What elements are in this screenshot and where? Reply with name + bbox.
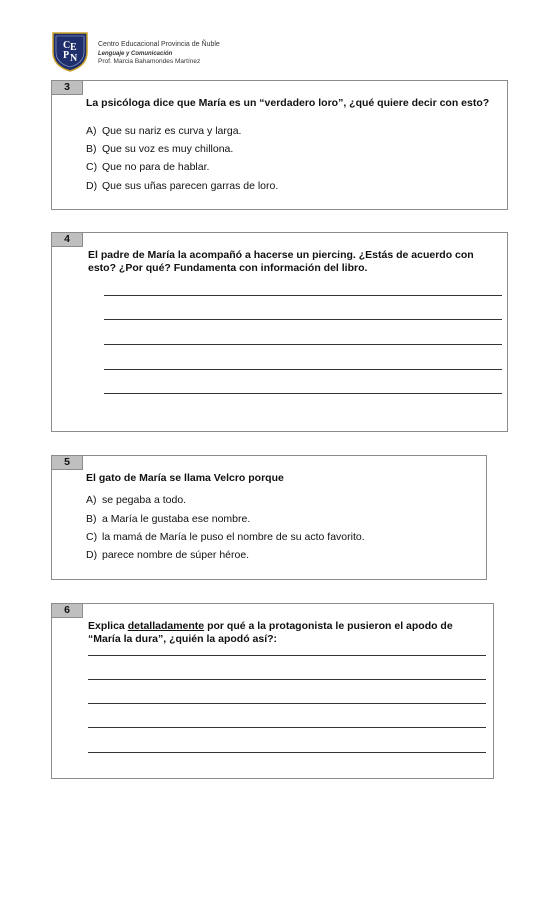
crest-letter-p: P xyxy=(63,50,70,61)
teacher-name: Prof. Marcia Bahamondes Martínez xyxy=(98,58,201,65)
question-5-box xyxy=(51,455,487,580)
answer-line[interactable] xyxy=(104,393,502,394)
subject-name: Lenguaje y Comunicación xyxy=(98,50,173,57)
answer-line[interactable] xyxy=(88,752,486,753)
option-letter: A) xyxy=(86,494,97,506)
question-text-line-1: El padre de María la acompañó a hacerse un piercing. ¿Estás de acuerdo con xyxy=(88,249,474,261)
question-text-emphasis: detalladamente xyxy=(127,620,205,632)
option-b[interactable] xyxy=(86,513,250,526)
answer-line[interactable] xyxy=(88,703,486,704)
option-d[interactable] xyxy=(86,549,249,562)
option-text: Que su nariz es curva y larga. xyxy=(102,125,242,137)
question-6-box xyxy=(51,603,494,779)
option-text: Que sus uñas parecen garras de loro. xyxy=(102,180,279,192)
option-text: Que no para de hablar. xyxy=(102,161,210,173)
option-c[interactable] xyxy=(86,531,365,544)
option-letter: A) xyxy=(86,125,97,137)
option-text: Que su voz es muy chillona. xyxy=(102,143,234,155)
school-name: Centro Educacional Provincia de Ñuble xyxy=(98,41,220,48)
question-text-line-2: esto? ¿Por qué? Fundamenta con información del libro. xyxy=(88,262,368,274)
question-text: El gato de María se llama Velcro porque xyxy=(86,472,284,484)
answer-line[interactable] xyxy=(104,369,502,370)
crest-letter-c: C xyxy=(63,40,71,51)
answer-line[interactable] xyxy=(104,344,502,345)
question-text-pre: Explica xyxy=(88,620,128,632)
question-text-line-2: “María la dura”, ¿quién la apodó así?: xyxy=(88,633,278,645)
question-4-box xyxy=(51,232,508,432)
option-letter: D) xyxy=(86,180,98,192)
option-text: se pegaba a todo. xyxy=(102,494,187,506)
question-number: 4 xyxy=(52,233,83,247)
answer-line[interactable] xyxy=(88,679,486,680)
option-text: la mamá de María le puso el nombre de su acto favorito. xyxy=(102,531,365,543)
option-letter: B) xyxy=(86,513,97,525)
question-number: 6 xyxy=(52,604,83,618)
option-a[interactable] xyxy=(86,125,241,138)
page-header xyxy=(51,30,351,75)
option-letter: C) xyxy=(86,161,98,173)
option-text: a María le gustaba ese nombre. xyxy=(102,513,251,525)
option-a[interactable] xyxy=(86,494,186,507)
school-info xyxy=(98,41,220,67)
question-text-post: por qué a la protagonista le pusieron el apodo de xyxy=(204,620,453,632)
option-letter: C) xyxy=(86,531,98,543)
option-c[interactable] xyxy=(86,161,209,174)
question-3-box xyxy=(51,80,508,210)
answer-line[interactable] xyxy=(88,655,486,656)
question-number: 5 xyxy=(52,456,83,470)
option-text: parece nombre de súper héroe. xyxy=(102,549,250,561)
option-b[interactable] xyxy=(86,143,233,156)
answer-line[interactable] xyxy=(88,727,486,728)
option-letter: D) xyxy=(86,549,98,561)
option-letter: B) xyxy=(86,143,97,155)
option-d[interactable] xyxy=(86,180,278,193)
answer-line[interactable] xyxy=(104,319,502,320)
question-text-line-1 xyxy=(88,620,453,633)
answer-line[interactable] xyxy=(104,295,502,296)
crest-letter-e: E xyxy=(70,42,77,53)
crest-letter-n: N xyxy=(70,53,78,64)
question-text: La psicóloga dice que María es un “verdadero loro”, ¿qué quiere decir con esto? xyxy=(86,97,490,109)
school-crest-icon xyxy=(51,30,89,72)
question-number: 3 xyxy=(52,81,83,95)
